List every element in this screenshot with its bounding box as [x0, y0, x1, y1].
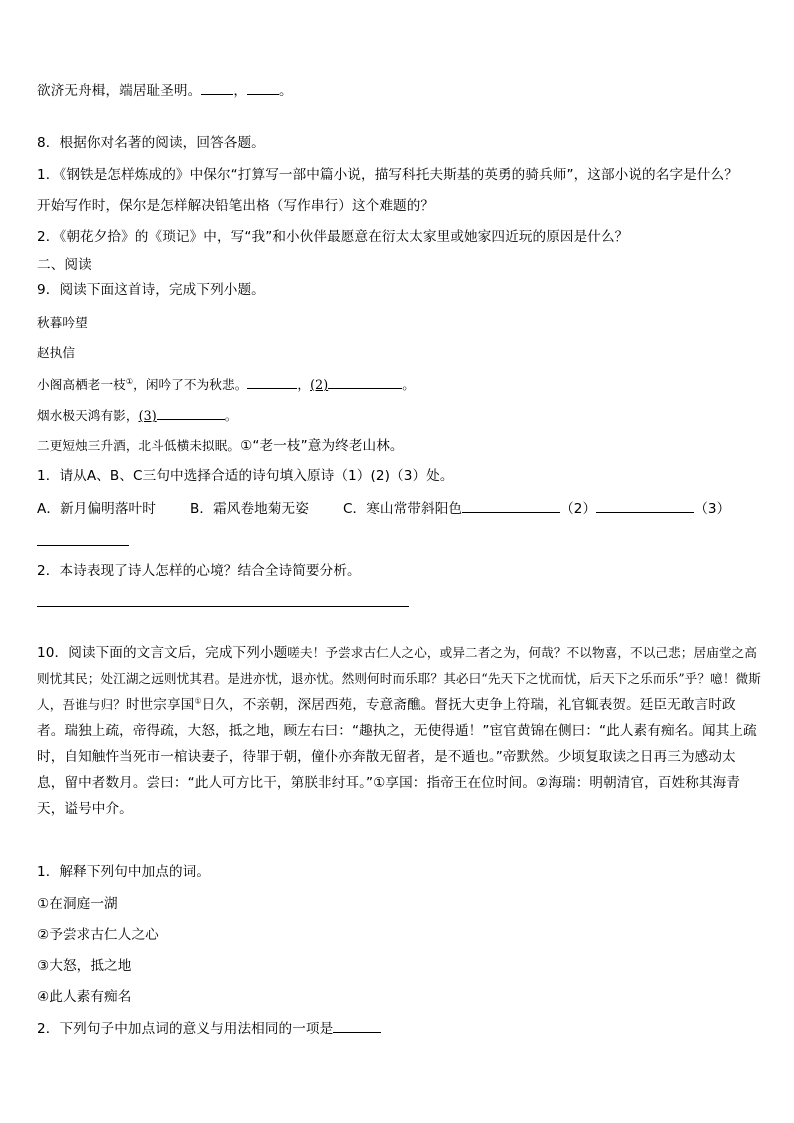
poem-author: 赵执信 [37, 345, 76, 360]
text: 欲济无舟楫，端居耻圣明。 [37, 83, 202, 99]
word-item-2: ②予尝求古仁人之心 [37, 927, 159, 943]
word-item-4: ④此人素有痴名 [37, 989, 132, 1005]
text: （2） [560, 501, 597, 517]
text: 2．下列句子中加点词的意义与用法相同的一项是 [37, 1021, 334, 1037]
answer-blank-2[interactable] [328, 374, 402, 389]
question-8: 8．根据你对名著的阅读，回答各题。 [37, 135, 265, 151]
footnote-marker: ① [194, 696, 202, 706]
blank-label-2: (2) [310, 377, 329, 392]
text-line-poem-couplet [37, 80, 293, 101]
question-8-1a: 1．《钢铁是怎样炼成的》中保尔“打算写一部中篇小说，描写科托夫斯基的英勇的骑兵师”，这部小说的名字是什么？ [37, 167, 738, 183]
answer-options [37, 498, 730, 519]
section-heading-reading: 二、阅读 [37, 257, 92, 273]
poem-title: 秋暮吟望 [37, 315, 88, 330]
text: ， [297, 377, 311, 392]
question-10-heading: 10．阅读下面的文言文后，完成下列小题 [37, 645, 288, 661]
word-item-1: ①在洞庭一湖 [37, 896, 118, 912]
answer-blank[interactable] [333, 1018, 381, 1033]
answer-blank[interactable] [201, 80, 233, 95]
answer-blank[interactable] [247, 80, 279, 95]
answer-line[interactable] [37, 606, 409, 607]
poem-line-3 [37, 436, 404, 456]
question-10-1: 1．解释下列句中加点的词。 [37, 864, 211, 880]
question-8-2: 2．《朝花夕拾》的《琐记》中，写“我”和小伙伴最愿意在衍太太家里或她家四近玩的原因是什么？ [37, 229, 629, 245]
text: ， [233, 83, 248, 99]
passage-text: 日久，不亲朝，深居西苑，专意斋醮。督抚大吏争上符瑞，礼官辄表贺。廷臣无敢言时政者。瑞独上疏，帝得疏，大怒，抵之地，顾左右曰：“趣执之，无使得遁！”宦官黄锦在侧曰：“此人素有痴名。闻其上疏时，自知触忤当死市一棺诀妻子，待罪于朝，僮仆亦奔散无留者，是不遁也。”帝默然。少顷复取读之日再三为感动太息，留中者数月。尝曰：“此人可方比干，第朕非纣耳。”①享国：指帝王在位时间。②海瑞：明朝清官，百姓称其海青天，谥号中介。 [37, 697, 757, 817]
option-b: B．霜风卷地菊无姿 [189, 501, 309, 517]
text: 小阁高栖老一枝 [37, 377, 126, 392]
text: 。 [402, 377, 415, 392]
answer-blank-1[interactable] [462, 498, 560, 513]
footnote: ①“老一枝”意为终老山林。 [240, 438, 404, 454]
poem-line-1 [37, 374, 415, 395]
question-8-1b: 开始写作时，保尔是怎样解决铅笔出格（写作串行）这个难题的？ [37, 198, 435, 214]
footnote-marker: ① [125, 376, 134, 386]
answer-blank-3[interactable] [157, 405, 225, 420]
passage-text: 时世宗享国 [125, 697, 195, 713]
text: 二更短烛三升酒，北斗低横未拟眠。 [37, 438, 241, 453]
answer-line[interactable] [37, 545, 129, 546]
text: 烟水极天鸿有影， [37, 408, 139, 423]
text: （3） [694, 501, 731, 517]
question-10-2 [37, 1018, 381, 1039]
question-10-passage [37, 640, 761, 822]
question-9: 9．阅读下面这首诗，完成下列小题。 [37, 282, 265, 298]
option-a: A．新月偏明落叶时 [37, 501, 156, 517]
passage-excerpt: 嗟夫！予尝求古仁人之心，或异二者之为，何哉？不以物喜，不以己悲；居庙堂之高则忧其民；处江湖之远则忧其君。是进亦忧，退亦忧。然则何时而乐耶？其必曰“先天下之忧而忧，后天下之乐而乐”乎？噫！微斯人，吾谁与归？ [37, 645, 761, 712]
answer-blank-1[interactable] [247, 374, 297, 389]
question-9-1: 1．请从A、B、C三句中选择合适的诗句填入原诗（1）(2)（3）处。 [37, 468, 454, 484]
answer-blank-2[interactable] [596, 498, 694, 513]
word-item-3: ③大怒，抵之地 [37, 958, 132, 974]
question-9-2: 2．本诗表现了诗人怎样的心境？结合全诗简要分析。 [37, 563, 361, 579]
blank-label-3: (3) [138, 408, 157, 423]
option-c: C．寒山常带斜阳色 [342, 501, 463, 517]
text: 。 [224, 408, 238, 423]
text: ，闲吟了不为秋悲。 [133, 377, 248, 392]
text: 。 [279, 83, 293, 99]
poem-line-2 [37, 405, 237, 426]
